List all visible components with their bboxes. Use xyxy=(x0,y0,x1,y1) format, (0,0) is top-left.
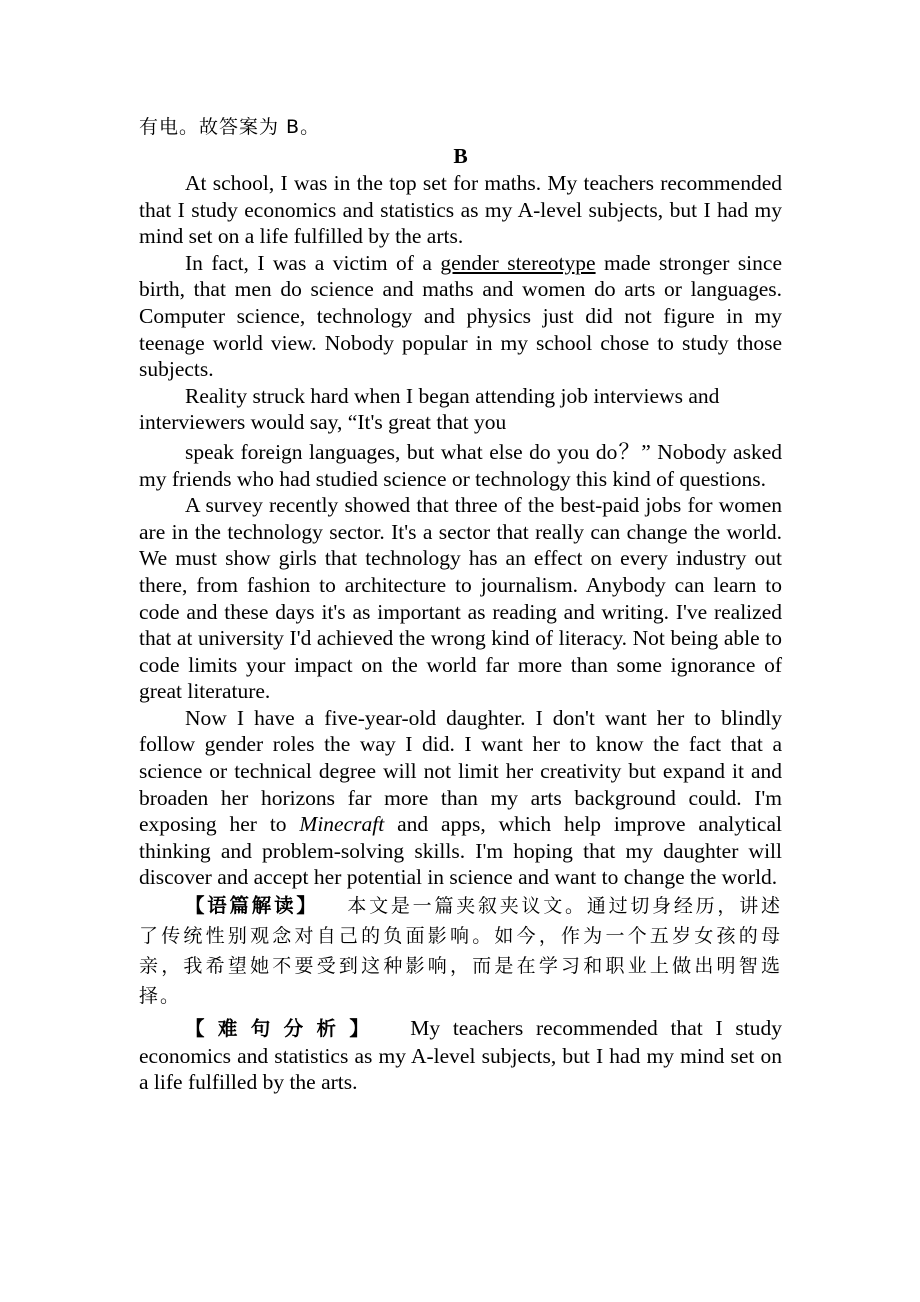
paragraph-6-before: Now I have a five-year-old daughter. I don't want her to blindly follow gender roles the way I did. I want her to know the fact that a science or technical degree will not limit her creativity but expand it and broaden her horizons far more than my arts background could. I'm exposing her to xyxy=(139,705,782,837)
section-heading: B xyxy=(453,144,468,168)
difficult-sentence-label: 【难句分析】 xyxy=(185,1017,383,1041)
previous-answer-line: 有电。故答案为 B。 xyxy=(139,116,321,138)
difficult-sentence-text: My teachers recommended that I study economics and statistics as my A-level subjects, but I had my mind set on a life fulfilled by the arts. xyxy=(139,1016,782,1095)
discourse-analysis xyxy=(139,891,782,1011)
discourse-analysis-text: 本文是一篇夹叙夹议文。通过切身经历，讲述了传统性别观念对自己的负面影响。如今，作为一个五岁女孩的母亲，我希望她不要受到这种影响，而是在学习和职业上做出明智选择。 xyxy=(139,895,782,1008)
difficult-sentence xyxy=(139,1015,782,1096)
paragraph-1: At school, I was in the top set for maths. My teachers recommended that I study economics and statistics as my A-level subjects, but I had my mind set on a life fulfilled by the arts. xyxy=(139,171,782,249)
paragraph-4: speak foreign languages, but what else do you do？” Nobody asked my friends who had studied science or technology this kind of questions. xyxy=(139,439,782,491)
paragraph-2 xyxy=(139,250,782,383)
underlined-phrase: gender stereotype xyxy=(440,250,596,275)
paragraph-6-after: and apps, which help improve analytical thinking and problem-solving skills. I'm hoping that my daughter will discover and accept her potential in science and want to change the world. xyxy=(139,812,782,890)
paragraph-3: Reality struck hard when I began attending job interviews and interviewers would say, “It's great that you xyxy=(139,383,720,435)
paragraph-6 xyxy=(139,705,782,891)
paragraph-5: A survey recently showed that three of the best-paid jobs for women are in the technology sector. It's a sector that really can change the world. We must show girls that technology has an effect on every industry out there, from fashion to architecture to journalism. Anybody can learn to code and these days it's as important as reading and writing. I've realized that at university I'd achieved the wrong kind of literacy. Not being able to code limits your impact on the world far more than some ignorance of great literature. xyxy=(139,493,782,704)
discourse-analysis-label: 【语篇解读】 xyxy=(185,894,319,918)
italic-title: Minecraft xyxy=(299,812,385,837)
paragraph-2-before: In fact, I was a victim of a xyxy=(185,250,441,275)
document-page xyxy=(139,112,782,1096)
paragraph-2-after: made stronger since birth, that men do science and maths and women do arts or languages. Computer science, technology and physics just did not figure in my teenage world view. Nobody popular in my school chose to study those subjects. xyxy=(139,250,782,382)
